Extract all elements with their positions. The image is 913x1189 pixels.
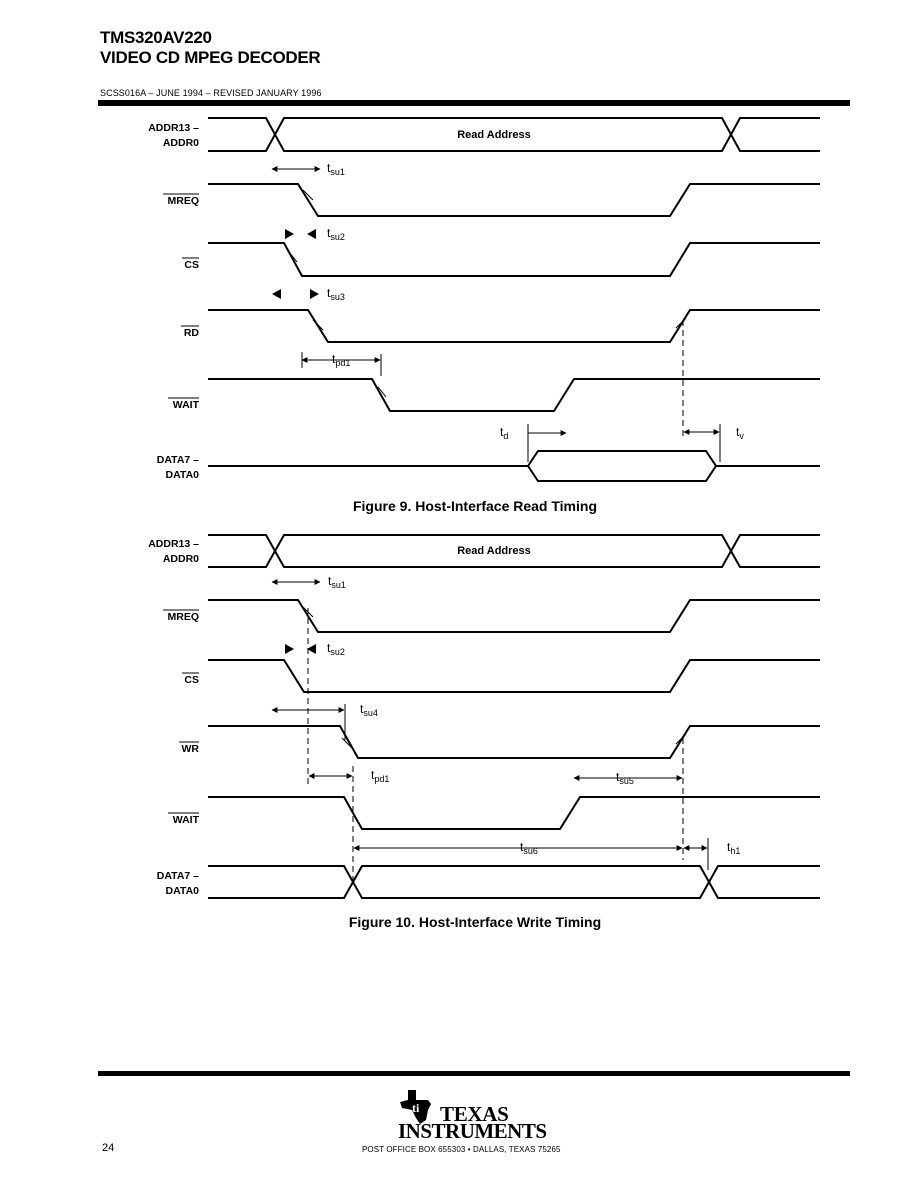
fig10-caption: Figure 10. Host-Interface Write Timing	[348, 914, 602, 930]
fig10-tsu6-label: $t_{su6}$	[520, 840, 538, 856]
fig9-tsu3-label: $t_{su3}$	[327, 286, 345, 302]
fig10-wr-label: WR	[181, 743, 199, 755]
fig9-tsu3-arrow-left	[272, 289, 281, 299]
fig10-data-label-top: DATA7 –	[156, 870, 199, 882]
logo-line-2: INSTRUMENTS	[398, 1119, 547, 1143]
fig9-tsu2-arrow-left	[307, 229, 316, 239]
fig9-wait-waveform	[208, 379, 820, 411]
fig10-wait-waveform	[208, 797, 820, 829]
fig10-addr-label-top: ADDR13 –	[148, 538, 199, 550]
fig10-tsu2-label: $t_{su2}$	[327, 641, 345, 657]
fig10-data-waveform	[208, 866, 820, 898]
footer-rule	[98, 1071, 850, 1076]
document-revision-line: SCSS016A – JUNE 1994 – REVISED JANUARY 1996	[100, 88, 322, 98]
fig9-caption: Figure 9. Host-Interface Read Timing	[352, 498, 598, 514]
fig10-tsu1-label: $t_{su1}$	[328, 574, 346, 590]
company-address: POST OFFICE BOX 655303 • DALLAS, TEXAS 75265	[362, 1145, 561, 1154]
fig9-cs-waveform	[208, 243, 820, 276]
fig9-tsu2-arrow-right	[285, 229, 294, 239]
texas-instruments-logo	[398, 1086, 558, 1142]
svg-text:ti: ti	[412, 1101, 420, 1115]
part-number: TMS320AV220	[100, 28, 212, 47]
fig10-bus-label: Read Address	[457, 545, 531, 557]
fig9-tsu2-label: $t_{su2}$	[327, 226, 345, 242]
fig10-cs-waveform	[208, 660, 820, 692]
fig9-tsu3-arrow-right	[310, 289, 319, 299]
fig9-tpd1-label: $t_{pd1}$	[332, 352, 351, 368]
fig9-data-waveform	[208, 451, 820, 481]
fig9-tv-label: $t_v$	[736, 425, 744, 441]
fig9-data-label-top: DATA7 –	[156, 454, 199, 466]
fig10-cs-label: CS	[184, 674, 199, 686]
fig9-data-label-bottom: DATA0	[165, 469, 199, 481]
fig10-wait-label: WAIT	[172, 814, 199, 826]
fig10-wr-waveform	[208, 726, 820, 758]
fig9-mreq-label: MREQ	[167, 195, 199, 207]
fig9-mreq-waveform	[208, 184, 820, 216]
fig9-rd-label: RD	[183, 327, 199, 339]
fig9-td-label: $t_d$	[500, 425, 509, 441]
fig10-mreq-waveform	[208, 600, 820, 632]
fig9-addr-label-bottom: ADDR0	[162, 137, 199, 149]
fig10-tsu5-label: $t_{su5}$	[616, 770, 634, 786]
fig9-wait-label: WAIT	[172, 399, 199, 411]
fig9-cs-label: CS	[184, 259, 199, 271]
fig9-bus-label: Read Address	[457, 129, 531, 141]
fig9-rd-waveform	[208, 310, 820, 342]
logo-line-1: TEXAS	[440, 1102, 509, 1126]
fig10-data-label-bottom: DATA0	[165, 885, 199, 897]
product-title: VIDEO CD MPEG DECODER	[100, 48, 321, 67]
fig10-tsu4-label: $t_{su4}$	[360, 702, 378, 718]
fig9-tsu1-label: $t_{su1}$	[327, 161, 345, 177]
fig10-tpd1-label: $t_{pd1}$	[371, 768, 390, 784]
page-number: 24	[102, 1142, 115, 1154]
fig10-mreq-label: MREQ	[167, 611, 199, 623]
fig10-th1-label: $t_{h1}$	[727, 840, 741, 856]
fig10-tsu2-arrow-right	[285, 644, 294, 654]
fig9-addr-label-top: ADDR13 –	[148, 122, 199, 134]
fig10-addr-label-bottom: ADDR0	[162, 553, 199, 565]
